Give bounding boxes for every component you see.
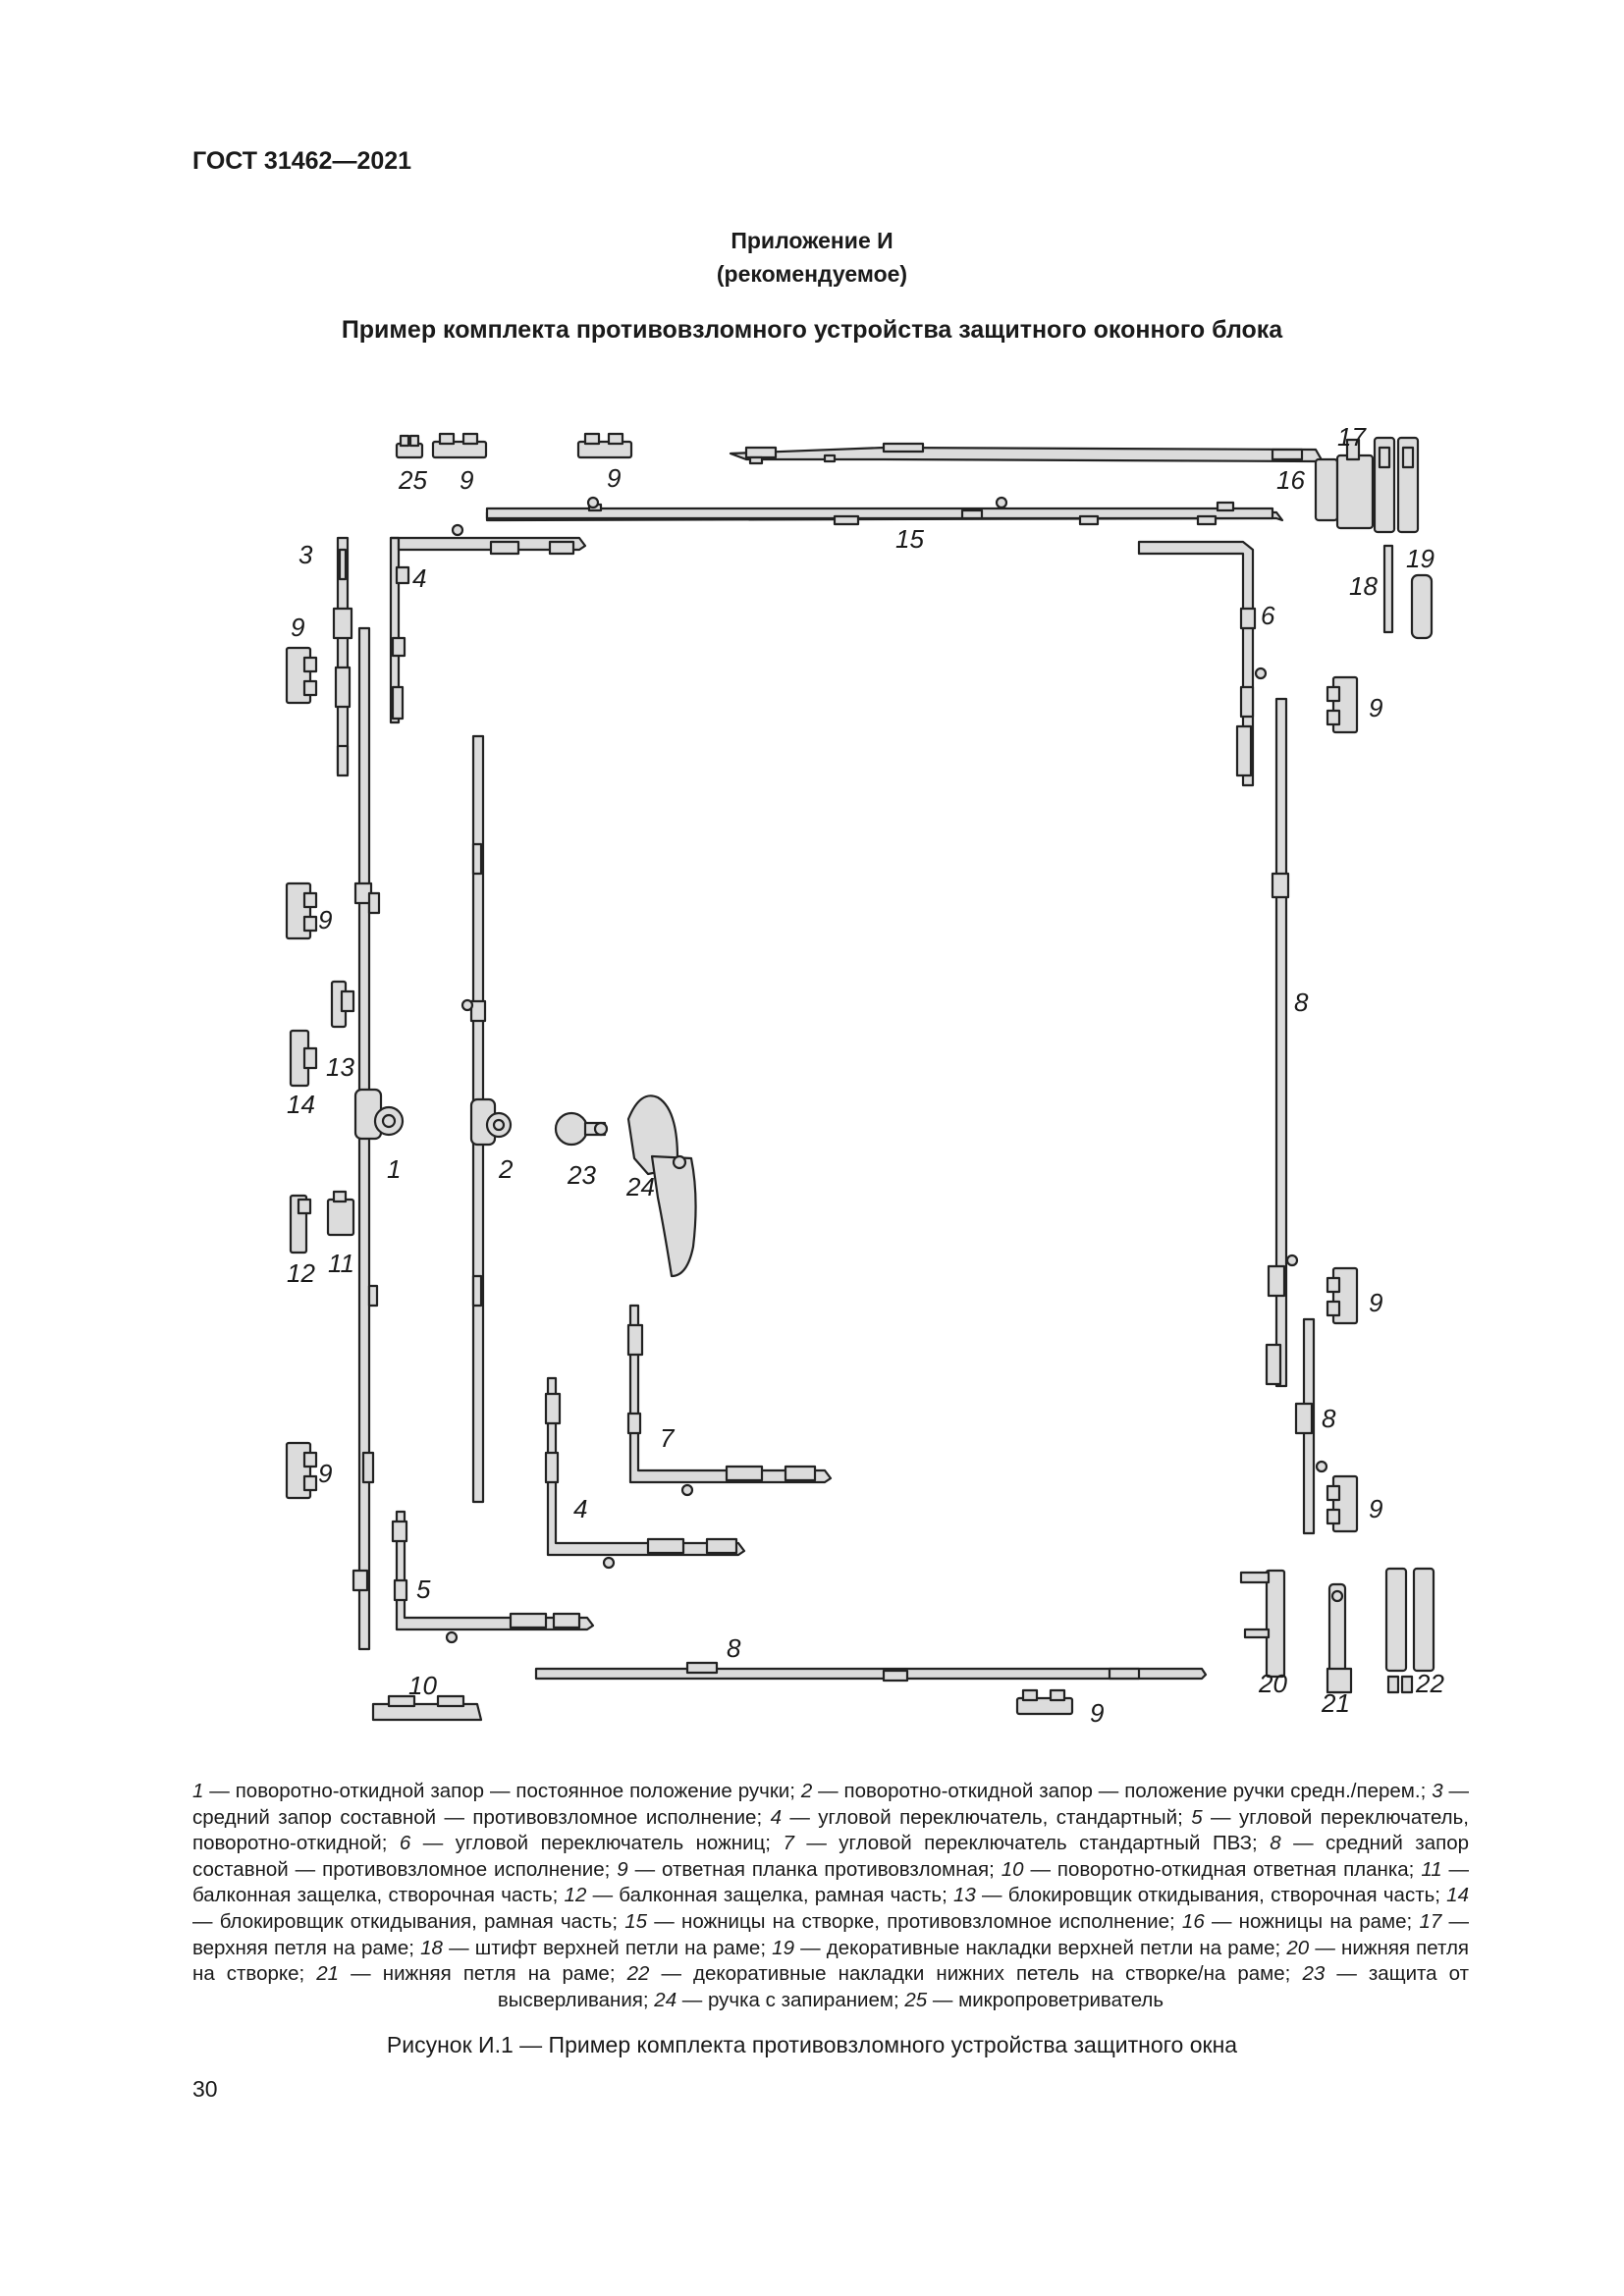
legend-item: 7 — угловой переключатель стандартный ПВЗ; [783,1832,1271,1855]
legend-item: 15 — ножницы на створке, противовзломное исполнение; [624,1909,1182,1933]
legend-item: 11 — балконная защелка, створочная часть; [192,1857,1470,1907]
figure-label: 15 [895,524,924,554]
balcony-latch-frame-part [291,1196,310,1253]
corner-switch-scissors-part [1139,542,1266,785]
legend-item: 24 — ручка с запиранием; [654,1988,905,2011]
legend-item: 21 — нижняя петля на раме; [316,1962,627,1986]
figure-label: 8 [1294,988,1309,1017]
tilt-blocker-sash-part [332,982,353,1027]
legend-item: 9 — ответная планка противовзломная; [617,1857,1001,1881]
figure-label: 1 [387,1154,402,1184]
figure-label: 9 [318,905,333,934]
figure-label: 4 [412,563,427,593]
legend-item: 23 — защита от высверливания; [497,1962,1469,2011]
legend-item: 12 — балконная защелка, рамная часть; [564,1884,953,1907]
legend-item: 4 — угловой переключатель, стандартный; [770,1805,1192,1829]
figure-label: 12 [287,1258,315,1288]
corner-switch-top-left [391,525,585,722]
top-hinge-part [1316,440,1373,528]
sash-scissors-part [487,498,1282,524]
hinge-pin-part [1384,546,1392,632]
strike-plate-right-3 [1327,1476,1357,1531]
document-header: ГОСТ 31462—2021 [192,147,412,175]
strike-plate-left-1 [287,648,316,703]
strike-plate-left-3 [287,1443,316,1498]
legend-item: 17 — верхняя петля на раме; [192,1909,1469,1959]
middle-lock-left-part [334,538,352,775]
figure-label: 24 [626,1172,655,1201]
figure-label: 9 [1369,693,1383,722]
figure-label: 9 [460,465,474,495]
legend-item: 16 — ножницы на раме; [1181,1909,1420,1933]
figure-label: 9 [318,1459,333,1488]
figure-label: 16 [1276,465,1305,495]
page-number: 30 [192,2076,218,2102]
figure-label: 11 [328,1249,354,1278]
figure-label: 23 [568,1160,596,1190]
frame-scissors-part [731,444,1324,463]
figure-label: 20 [1259,1669,1287,1698]
figure-label: 9 [291,613,305,642]
figure-label: 10 [408,1671,437,1700]
balcony-latch-sash-part [328,1192,353,1235]
strike-plate-right-1 [1327,677,1357,732]
figure-label: 9 [607,463,622,493]
micro-vent-part [397,436,422,457]
figure-label: 7 [660,1423,675,1453]
middle-lock-right-part [1267,699,1297,1386]
figure-label: 9 [1090,1698,1105,1728]
legend-item: 2 — поворотно-откидной запор — положение ручки средн./перем.; [800,1780,1433,1802]
legend-item: 25 — микропроветриватель [904,1988,1164,2011]
figure-caption: Рисунок И.1 — Пример комплекта противовзломного устройства защитного окна [386,2032,1238,2057]
turn-tilt-lock-variable-part [462,736,511,1502]
figure-label: 8 [727,1633,741,1663]
figure-label: 14 [287,1090,315,1119]
legend-item: 5 — угловой переключатель, поворотно-откидной; [192,1805,1469,1855]
strike-plate-top-1 [433,434,486,457]
figure-legend [192,1779,1469,2013]
figure-label: 13 [326,1052,354,1082]
legend-item: 1 — поворотно-откидной запор — постоянное положение ручки; [192,1780,801,1802]
middle-lock-bottom-part [536,1663,1206,1681]
corner-switch-pvz-part [628,1306,831,1495]
drill-protection-part [556,1113,607,1145]
figure-labels [287,422,1444,1728]
bottom-hinge-frame-part [1327,1584,1351,1692]
figure-label: 17 [1337,422,1366,452]
turn-tilt-lock-constant-part [353,628,403,1649]
figure-label: 25 [399,465,427,495]
figure-label: 22 [1416,1669,1444,1698]
legend-item: 20 — нижняя петля на створке; [192,1936,1470,1986]
figure-label: 2 [499,1154,514,1184]
figure-label: 19 [1406,544,1435,573]
top-hinge-covers-part [1375,438,1432,638]
section-title: Пример комплекта противовзломного устройства защитного оконного блока [341,316,1283,344]
legend-item: 8 — средний запор составной — противовзломное исполнение; [192,1832,1469,1881]
figure-label: 4 [573,1494,588,1523]
legend-item: 10 — поворотно-откидная ответная планка; [1001,1857,1422,1881]
strike-plate-right-2 [1327,1268,1357,1323]
figure-label: 18 [1349,571,1378,601]
figure-label: 8 [1322,1404,1336,1433]
tilt-blocker-frame-part [291,1031,316,1086]
strike-plate-bottom [1017,1690,1072,1714]
strike-plate-top-2 [578,434,631,457]
figure-label: 5 [416,1575,431,1604]
figure-label: 9 [1369,1288,1383,1317]
appendix-status: (рекомендуемое) [716,261,908,287]
appendix-title: Приложение И [731,228,893,253]
legend-item: 3 — средний запор составной — противовзломное исполнение; [192,1780,1469,1829]
figure-label: 9 [1369,1494,1383,1523]
figure-label: 21 [1322,1688,1350,1718]
legend-item: 19 — декоративные накладки верхней петли на раме; [772,1936,1287,1959]
legend-item: 6 — угловой переключатель ножниц; [399,1832,784,1855]
figure-label: 3 [298,540,313,569]
legend-item: 18 — штифт верхней петли на раме; [420,1936,773,1959]
legend-item: 14 — блокировщик откидывания, рамная часть; [192,1884,1469,1933]
bottom-hinge-sash-part [1241,1571,1284,1677]
legend-item: 22 — декоративные накладки нижних петель на створке/на раме; [626,1962,1303,1986]
strike-plate-left-2 [287,883,316,938]
figure-label: 6 [1261,601,1275,630]
legend-item: 13 — блокировщик откидывания, створочная часть; [953,1884,1447,1907]
